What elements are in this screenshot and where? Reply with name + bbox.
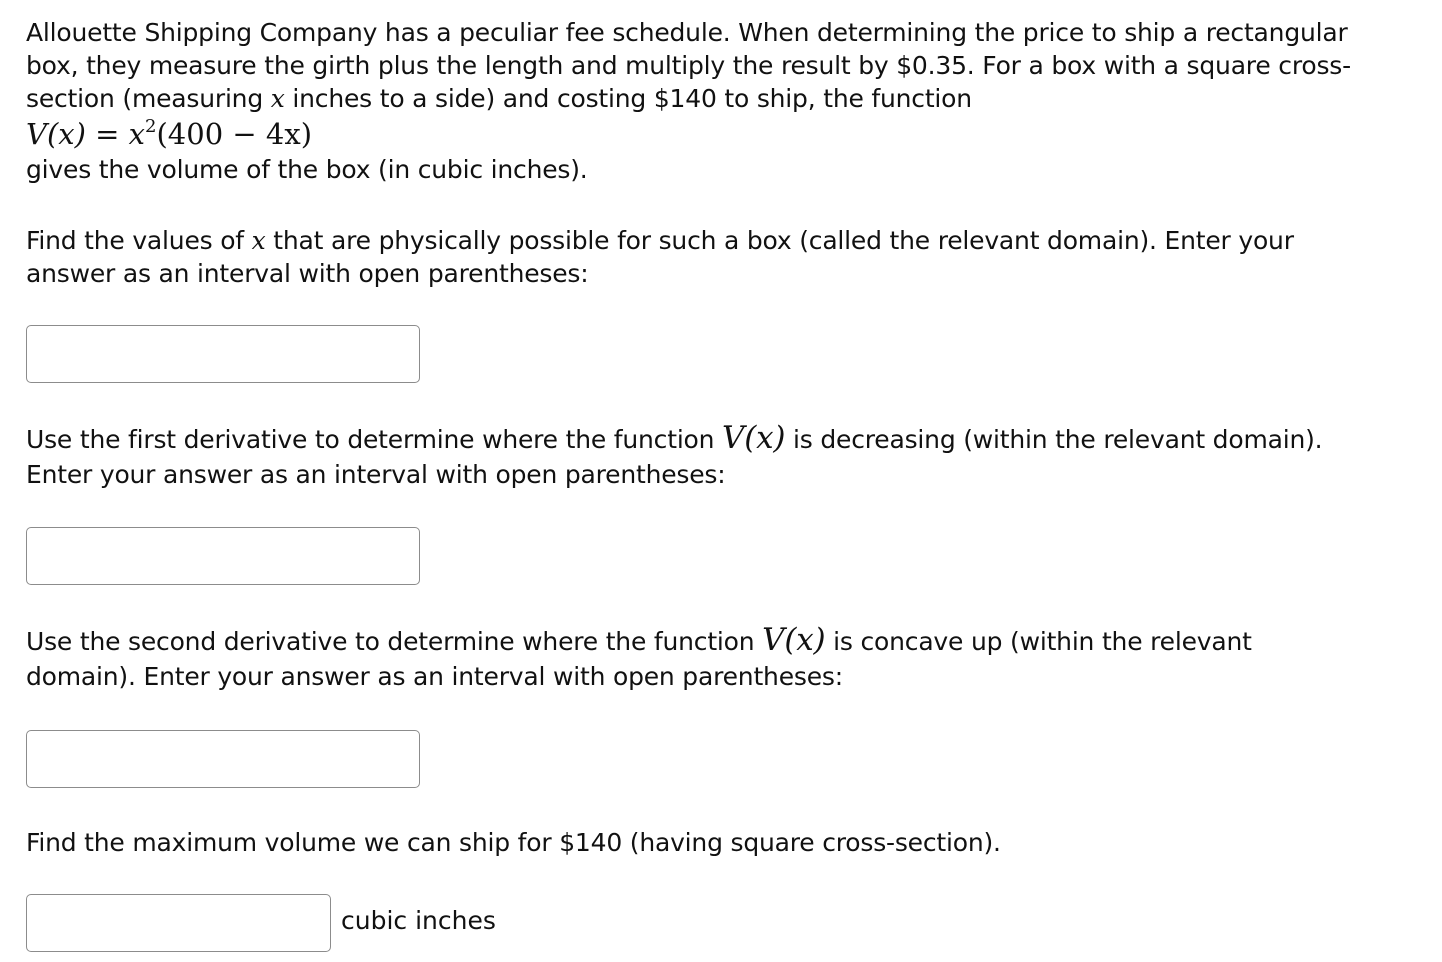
function-v-of-x: V(x) [762,622,826,658]
decreasing-interval-input[interactable] [26,527,420,585]
intro-line-1: Allouette Shipping Company has a peculiar fee schedule. When determining the price to ship a rectangular [26,18,1348,47]
question-2-prompt: Use the first derivative to determine where the function V(x) is decreasing (within the relevant domain). Enter your answer as an interval with open parentheses: [26,420,1323,489]
question-4-prompt: Find the maximum volume we can ship for $140 (having square cross-section). [26,828,1001,857]
variable-x: x [251,226,266,255]
question-3-prompt: Use the second derivative to determine where the function V(x) is concave up (within the relevant domain). Enter your answer as an interval with open parentheses: [26,622,1252,691]
volume-formula: $V(x) = x^2(400 - 4x)$ [26,116,313,151]
function-v-of-x: V(x) [722,420,786,456]
intro-line-2: box, they measure the girth plus the length and multiply the result by $0.35. For a box with a square cross- [26,51,1351,80]
relevant-domain-input[interactable] [26,325,420,383]
concave-up-interval-input[interactable] [26,730,420,788]
problem-statement [26,16,1426,186]
cubic-inches-label: cubic inches [341,906,496,935]
question-1-prompt: Find the values of x that are physically possible for such a box (called the relevant domain). Enter your answer as an interval with open parentheses: [26,226,1294,288]
intro-line-5: gives the volume of the box (in cubic inches). [26,155,588,184]
maximum-volume-input[interactable] [26,894,331,952]
variable-x: x [270,84,285,113]
intro-line-3: section (measuring x inches to a side) and costing $140 to ship, the function [26,84,972,113]
